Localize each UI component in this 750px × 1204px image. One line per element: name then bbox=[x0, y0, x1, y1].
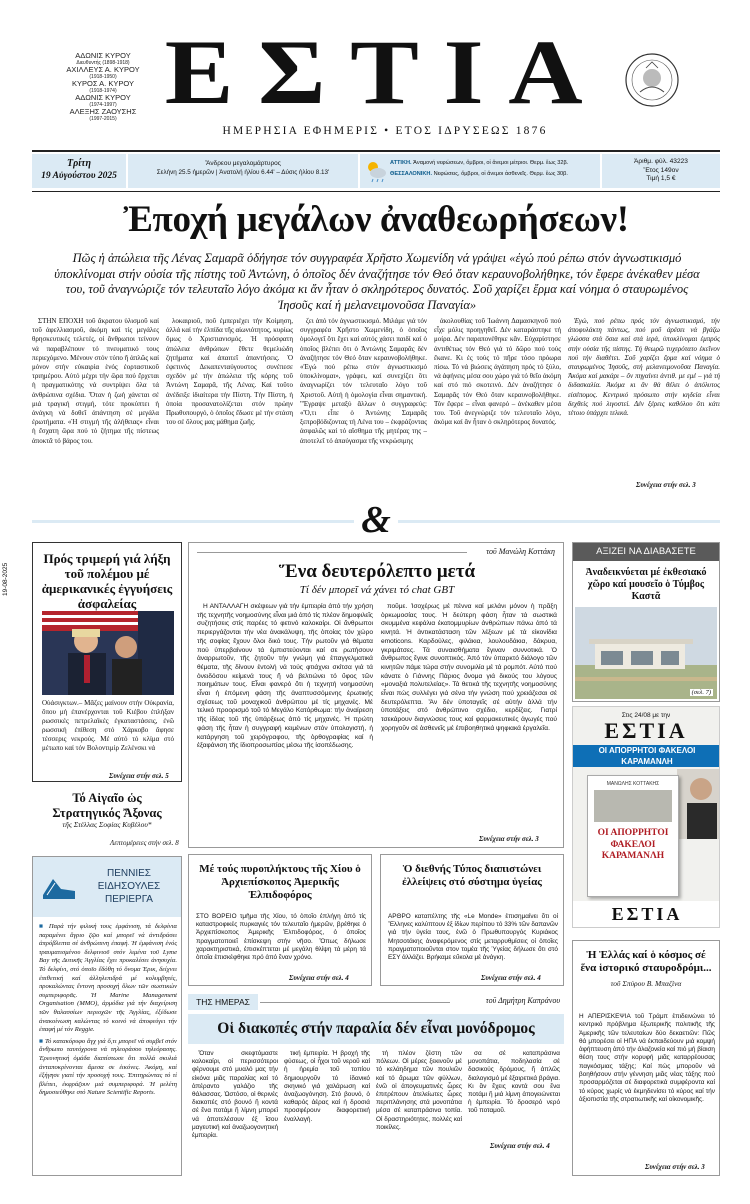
center1-rule bbox=[197, 552, 467, 553]
worth-reading-headline: Ἀναδεικνύεται μέ ἐκθεσιακό χῶρο καί μουσεῖο ὁ Τύμβος Καστᾶ bbox=[585, 567, 707, 602]
founder-4: ΑΔΩΝΙΣ ΚΥΡΟΥ (1974-1997) bbox=[75, 93, 131, 108]
center2-continued: Συνέχεια στήν σελ. 4 bbox=[289, 974, 349, 982]
info-bar-date-box bbox=[32, 154, 126, 188]
day-continued: Συνέχεια στήν σελ. 4 bbox=[490, 1142, 550, 1150]
date-text: 19 Αὐγούστου 2025 bbox=[41, 171, 117, 181]
sun-moon: Σελήνη 25.5 ἡμερῶν | Ἀνατολή ἡλίου 6.44' – Δύσις ἡλίου 8.13' bbox=[156, 169, 330, 176]
shoe-icon bbox=[39, 867, 79, 907]
center2-body: ΣΤΟ ΒΟΡΕΙΟ τμῆμα τῆς Χίου, τό ὁποῖο ἐπλήγη ἀπό τίς καταστροφικές πυρκαγιές τόν τελευταῖο ἡμερῶν, βρέθηκε ὁ Ἀρχιεπίσκοπος Ἀμερικῆς Ἐλπιδοφόρος, ὁ ὁποῖος πραγματοποιεῖ ἐπίσκεψη στήν νῆσο. Ὅπως δήλωσε χαρακτηριστικά, ἐπισκέπτεται μέ μεγάλη θλίψη τά μέρη τά ὁποῖα ἐπισκέφθηκε πρό ἀπό ἕναν χρόνο. bbox=[196, 913, 366, 962]
worth-reading-label: ΑΞΙΖΕΙ ΝΑ ΔΙΑΒΑΣΕΤΕ bbox=[596, 546, 696, 557]
info-bar-astro bbox=[128, 154, 358, 188]
day-col-3: τή πλέον ζέστη τῶν πόλεων. Οἱ μέρες ξεκινοῦν μέ τό κελάηδημα τῶν πουλιῶν καί τό ἄρωμα τῶν φύλλων, ἐνῶ οἱ ἀπογευματινές ὧρες ἐπιτρέπουν ἀτελείωτες ὧρες περιπλάνησης στά μονοπάτια μέσα σέ καταπράσινα τοπία. Οἱ δραστηριότητες, πολλές καί ποικίλες. bbox=[376, 1050, 462, 1131]
pennies-box bbox=[32, 856, 182, 1176]
pennies-header bbox=[33, 857, 181, 917]
lead-col-5: Ἐγώ, πού ρέπω πρός τόν ἀγνωστικισμό, τήν ἀποφυλάκτη πάντως, πού μοῦ ἀρέσει νά βγάζω γλώσσα στά ὅσια καί στά ἱερά, ὑποκλίνομαι ἐμπρός στήν οὐσία τῆς πίστης. Τή θεωρῶ τυχερότατο ἐκεῖνον πού τήν διαθέτει. Σοῦ χαρίζει ἔρμα καί νόημα ὁ σταυρωμένος Ἰησοῦς, στή μελανειμονοῦσα Παναγία. Ἀκόμα καί μακάρι – ὄν πηγαίνει ἀντιθ. με εμέ – γιά τή διδασκαλία. Ἀκόμα κι ἄν θά θέλει ὁ ἀπόλυτος εἰσέπομος. Κεντρικό πρόσωπο στήν κηδεία εἶναι δεχθείς πού λιγοστεί. Δέν ξέρεις καθόλου ὅτι κάτι τέτοιο ὑπάρχει τελικά. bbox=[568, 317, 720, 418]
pennies-item-2: ■ Τό κατακόρυφο ἄγχ γιά ὅ,τι μπορεῖ νά συμβεῖ στόν ἄνθρωπο ταυτόχρονα νά τηλεοράσου τηλεόρασης. Ἐρευνητική ὁμάδα διαπίστωσε ὅτι πολλά σκυλιά ἀνταποκρίνονται ἄμεσα σε ἐικόνες. Ἀκόμη, καί ἐξήγησε γιατί τήν προσοχή τους. Ἐπιτηρώντας τό τί βλέπει, ἐκφράζουν μιά συμπεριφορά. Ἡ μελέτη δημοσιεύθηκε στό Nature Scientific Reports. bbox=[39, 1037, 177, 1097]
center3-continued: Συνέχεια στήν σελ. 4 bbox=[481, 974, 541, 982]
center-story-2 bbox=[188, 854, 372, 986]
day-headline: Οἱ διακοπές στήν παραλία δέν εἶναι μονόδρομος bbox=[217, 1020, 535, 1037]
left-story-2 bbox=[32, 787, 182, 851]
book-author: ΜΑΝΩΛΗΣ ΚΟΤΤΑΚΗΣ bbox=[606, 781, 660, 787]
promo-top: Στις 24/08 με την bbox=[621, 712, 671, 719]
worth-reading-box bbox=[572, 542, 720, 702]
book-promo bbox=[572, 706, 720, 928]
left1-continued: Συνέχεια στήν σελ. 5 bbox=[109, 772, 169, 780]
right3-continued: Συνέχεια στήν σελ. 3 bbox=[645, 1163, 705, 1171]
center3-body: ΑΡΘΡΟ καταπέλτης τῆς «Le Monde» ἐπισημαίνει ὅτι οἱ Ἕλληνες καλύπτουν ἐξ ἰδίων περίπου τό 33% τῶν δαπανῶν γιά τήν ὑγεία τους, ἐνῶ ὁ Πρωθυπουργός Κυριάκος Μητσοτάκης ἀναφερόμενος στίς μεταρρυθμίσεις οἱ ὁποῖες πραγματοποιοῦνται στον τομέα τῆς Ὑγείας δήλωσε ὅτι στό ΕΣΥ ἀλλάζει. Βρήκαμε εὔκολα μέ ἀνάγκη. bbox=[388, 913, 558, 962]
center1-headline: Ἕνα δευτερόλεπτο μετά bbox=[278, 561, 476, 582]
founder-1: ΑΔΩΝΙΣ ΚΥΡΟΥ Διευθυντής (1898-1918) bbox=[75, 51, 131, 66]
ampersand-ornament: & bbox=[361, 499, 391, 541]
day-byline: τοῦ Δημήτρη Καπράνου bbox=[485, 996, 560, 1005]
day-label-box bbox=[188, 994, 258, 1010]
center1-col-2: ποῦμε. Ἰσοχέρως μέ πέννα καί μελάνι μόνον ἡ πρᾶξη ὁρκωμοσίας τους. Ἡ δεύτερη φάση ἦταν τά σωστικά σκυμμένα κεφάλια ἑκατομμυρίων ἀνθρώπων πάνω ἀπό τά κινητά. Ἡ ἀντικατάσταση τῶν λέξεων μέ τά εἰκονίδια emoticons. Καρδούλες, φιλάκια, λουλουδάκια, δάκρυα, γκριμάτσες. Τά συναισθήματα ἔγιναν συννοτικά. Ὁ ἄνθρωπος ἔγινε συνοπτικός. Ἀπό τόν ὑπαρκτό διάλογο τῶν κινητῶν πάμε τώρα στήν συνομιλία μέ τά ρομπότ. Αὐτό πού κάνατε ὁ Γιάννης Πάριος ὄνομα γιά δικούς του λόγους «μοναξιά πολυτελείας». Τά θετικά τῆς τεχνητῆς νοημοσύνης εἶναι πώς συλλέγει γιά σένα τήν γνώση πού χρειάζεσαι σέ δευτερόλεπτα. Ἄν δέν ὑποταγεῖς σέ αὐτήν ἀλλά τήν ὑποτάξεις στό ἀνθρώπινο σχέδιο, κερδίζεις. Γιατρί τσεκάρουν διαγνώσεις τους καί φαρμακευτικές ἀγωγές πού χορηγοῦν σέ ἀσθενεῖς μέ ἐπιβοηθητικά ψηφιακά ἐργαλεῖα. bbox=[381, 603, 557, 732]
promo-band: ΟΙ ΑΠΟΡΡΗΤΟΙ ΦΑΚΕΛΟΙ ΚΑΡΑΜΑΝΛΗ bbox=[573, 745, 720, 767]
promo-paper: ΕΣΤΙΑ bbox=[604, 718, 688, 743]
lead-continued: Συνέχεια στήν σελ. 3 bbox=[636, 481, 696, 489]
karamanlis-portrait bbox=[677, 769, 720, 839]
pennies-text bbox=[39, 923, 177, 1098]
info-bar-issue bbox=[602, 154, 720, 188]
worth-reading-page: (σελ. 7) bbox=[691, 689, 711, 696]
left1-headline: Πρός τριμερή γιά λήξη τοῦ πολέμου μέ ἀμερικανικές ἐγγυήσεις ἀσφαλείας bbox=[41, 551, 173, 611]
center2-headline: Μέ τούς πυροπλήκτους τῆς Χίου ὁ Ἀρχιεπίσκοπος Ἀμερικῆς Ἐλπιδοφόρος bbox=[199, 863, 361, 901]
founder-2: ΑΧΙΛΛΕΥΣ Α. ΚΥΡΟΥ (1918-1950) bbox=[66, 65, 140, 80]
founders-box bbox=[44, 52, 162, 122]
weather-attica: ΑΤΤΙΚΗ. Ἀναμονή νεφώσεων, ὄμβροι, οἱ ἄνεμοι μέτριοι. Θερμ. ἕως 32β. bbox=[390, 160, 569, 166]
issue-year: Ἔτος 149ον bbox=[643, 166, 679, 174]
right-story-3 bbox=[572, 940, 720, 1176]
book-title: ΟΙ ΑΠΟΡΡΗΤΟΙ ΦΑΚΕΛΟΙ ΚΑΡΑΜΑΝΛΗ bbox=[597, 828, 669, 861]
center1-deck: Τί δέν μπορεῖ νά χάνει τό chat GBT bbox=[299, 584, 455, 596]
book-cover bbox=[587, 775, 679, 897]
left-story-1 bbox=[32, 542, 182, 782]
masthead-title: ΕΣΤΙΑ bbox=[164, 21, 608, 123]
day-col-4: σα σέ καταπράσινα μονοπάτια, ποδηλασία σέ δασικούς δρόμους, ἤ ἁπλῶς διαλογισμό μέ ἐξαιρετικά βράγια. Κι ἂν ἔχεις κοντά σου ἕνα ποτάμι ἢ μιά λίμνη ἀπογειώνεται ἡ ἐμπειρία. Τό δροσερό νερό τοῦ ποταμοῦ. bbox=[468, 1050, 560, 1115]
side-date: 19-08-2025 bbox=[2, 562, 9, 596]
divider-line-right bbox=[398, 520, 720, 523]
center1-col-1: Η ΑΝΤΑΛΛΑΓΗ σκέψεων γιά τήν ἐμπειρία ἀπό τήν χρήση τῆς τεχνητῆς νοημοσύνης εἶναι μιά ἀπό τίς πλέον δημοφιλεῖς συζητήσεις στίς παρέες τό φετινό καλοκαίρι. Οἱ ἄνθρωποι περιεργάζονται τήν νέα ἀνακάλυψη, τῆς ὁποίας τόν χώρο τῆς σοφίας ἔχουν ὅλοι δικό τους. Τήν ρωτοῦν γιά θέματα πού ὑπερβαίνουν τά ἐμπιστεύονται καί σε ρωτήσουν ἀναρρωτοῦν, τῆς ζητοῦν τήν γνώμη γιά ἐπαγγελματικά θέματα, τῆς δίνουν ἐντολή νά τούς φτιάχνει σκίτσα γιά τά ὀνειδόσου κείμενά τους ἤ νά βελτιώνει τό ὕφος τῶν ποιημάτων τους. Εἶναι φανερό ὅτι ἡ τεχνητή νοημοσύνη εἶναι ἡ ἐπόμενη φάση τῆς ἀναπτυσσόμενης ἐρωτικής σχέσεως τοῦ μοναχικοῦ ἀνθρώπου μέ τίς μηχανές. Μέ τελικό προορισμό τοῦ τό Μεγάλο Κατόρθωμα: τήν ἀναίρεση τῆς ἰδέας τοῦ τῆς ὑπάρξεως ἀπό τίς μηχανές. Ἡ πρώτη φάση τῆς ἦταν ἡ συγγραφή κειμένων στόν ὑπολογιστή, ἡ κατάργηση τοῦ χειρόγραφου, τῆς ὀρθογραφίας καί ἡ ἐξαφάνιση τῆς ἰδιοπροσωπίας μέσω τῆς ἰσοπέδωσης. bbox=[197, 603, 373, 750]
weekday: Τρίτη bbox=[67, 158, 91, 169]
right3-byline: τοῦ Σπύρου Β. Μπαζίνα bbox=[610, 979, 682, 988]
day-label: ΤΗΣ ΗΜΕΡΑΣ bbox=[196, 997, 250, 1007]
masthead-subtitle: ΗΜΕΡΗΣΙΑ ΕΦΗΜΕΡΙΣ • ΕΤΟΣ ΙΔΡΥΣΕΩΣ 1876 bbox=[222, 125, 548, 137]
left2-continued: Λεπτομέρειες στήν σελ. 8 bbox=[110, 839, 179, 847]
right3-body: Η ΑΠΕΡΙΣΚΕΨΙΑ τοῦ Τράμπ ἐπιδεινώνει τό κεντρικό πρόβλημα ἐξωτερικῆς πολιτικῆς τῆς Ἀμερικῆς τῶν τελευταίων δύο δεκαετιῶν: Πῶς θά μπορέσει οἱ ΗΠΑ νά ἐκπαιδεύουν μιά κομψή ἀφήπτευση ἀπό τήν ἀλαζονεία καί πιό μή βίαιση θέση τους στήν κορυφή μιᾶς καταρρέουσας παγκόσμιας τάξης; Καί πώς μποροῦν νά βοηθήσουν στήν γέννηση μιᾶς νέας τάξης πού προσαρμόζεται σέ διαφορετικά συμφέροντα καί τό κύρος χωρίς νά ἐκμηδενίσει τό κύρος καί τήν ἀξιοπιστία τῆς στρατιωτικῆς καί οἰκονομικῆς. bbox=[579, 1013, 715, 1103]
seal-logo bbox=[624, 52, 680, 108]
pennies-item-1: ■ Παρά τήν φιλική τους ἐμφάνιση, τά δελφίνια παραμένει ἄγριο ζῷο καί μπορεῖ νά ἀντιδράσει ἀπρόβλεπτα σέ ἀνθρώπινη ἐπαφή. Ἡ ἐμφάνιση ἑνός τραυματισμένου δελφινιοῦ στόν λιμένα τοῦ Lyme Bay τῆς Δυτικῆς Ἀγγλίας ἔχει προκαλέσει ἀνησυχία. Τό δελφίνι, στό ὁποῖο ἔδόθη τό ὄνομα Έρικ, δείχνει ἐπιθετική καί ἀλληλεπιδρά μέ κολυμβητές, προκαλώντας ἔντονη προσοχή ὅλων τῶν σωστικών συμπεριφορᾶς. Ἡ Marine Management Organisation (MMO), ἁρμόδια γιά τήν διαχείριση τῶν θαλασσίων περιοχῶν τῆς Ἀγγλίας, ἐξέδωσε ἀνακοίνωση καλώντας τό κοινό νά ἀποφεύγει τήν ἐπαφή μέ τόν Reggie. bbox=[39, 923, 177, 1034]
center1-continued: Συνέχεια στήν σελ. 3 bbox=[479, 835, 539, 843]
info-bar-weather bbox=[360, 154, 600, 188]
worth-reading-label-box bbox=[573, 543, 719, 561]
lead-col-2: λοκαιριοῦ, ποῦ ἐμπεριέχει τήν Κοίμηση, ἀλλά καί τήν ἐλπίδα τῆς αἰωνιότητος, κυρίως ὅμως ὁ Χριστιανισμός. Ἡ πρόσφατη ἀπώλεια ἀνθρώπων ἔθετε θεμελιώδη ζητήματα καί ἀπαιτεῖ ἀπαντήσεις. Ὁ ἐφετινός Δεκαπενταύγουστος συνέπεσε σχεδόν μέ τήν ἀπώλεια τῆς κόρης τοῦ Ἀντώνη Σαμαρᾶ, τῆς Λένας. Καί τοῦτο ἀνέδειξε ἰδιαίτερα τήν Πίστη. Τήν Πίστη, ἡ ὁποία προσανατολίζεται στόν πρώην Πρωθυπουργό, ὁ ὁποῖος ἔδωσε μέ τήν στάση του σέ ὅλους μας μάθημα ζωῆς. bbox=[166, 317, 293, 427]
lead-col-3: ζει ἀπό τόν ἀγνωστικισμό. Μιλάμε γιά τόν συγγραφέα Χρῆστο Χωμενίδη, ὁ ὁποῖος ὁμολογεῖ ὅτι ἔχει καί αὐτός χάσει παιδί καί ὁ ὁποῖος βλέπει ὅτι ὁ Ἀντώνης Σαμαρᾶς δέν ἀναζήτησε τόν Θεό ὅταν κεραυνοβολήθηκε. «Ἐγώ πού ρέπω στόν ἀγνωστικισμό ὑποκλίνομαι», γράφει, καί συνεχίζει ὅτι ἀναγνωρίζει τόν τελευταῖο λόγο τοῦ Χριστοῦ. Αὐτή ἡ ὁμολογία εἶναι σημαντική. "Ἐγραψε μεταξύ ἄλλων ὁ συγγραφεύς: «Ὅ,τι εἶπε ὁ Ἀντώνης Σαμαρᾶς ξεπροβόδιζοντας τή Λένα του – ἐκφράζοντας ἀσφαλῶς καί τό αἴσθημα τῆς μητέρας της – ἀποτελεῖ τό ἀπαύγασμα τῆς νεκρώσιμης bbox=[300, 317, 427, 445]
center-story-1 bbox=[188, 542, 564, 848]
weather-icon bbox=[364, 158, 388, 184]
center-story-3 bbox=[380, 854, 564, 986]
lead-deck: Πῶς ἡ ἀπώλεια τῆς Λένας Σαμαρᾶ ὁδήγησε τόν συγγραφέα Χρῆστο Χωμενίδη νά γράψει «ἐγώ πού ρέπω στόν ἀγνωστικισμό ὑποκλίνομαι στήν οὐσία τῆς πίστης τοῦ Ἀντώνη, ὁ ὁποῖος δέν ἀναζήτησε τόν Θεό ὅταν κεραυνοβολήθηκε, τόν ἔφερε ἀνέκαθεν μέσα του, τοῦ ἀναγνώριζε τόν τελευταῖο λόγο ἀκόμα κι ἄν ἦταν ὁ σκληρότερος δυνατός. Σοῦ χαρίζει ἔρμα καί νόημα ὁ σταυρωμένος Ἰησοῦς καί ἡ μελανειμονοῦσα Παναγία» bbox=[54, 251, 700, 312]
trump-zelensky-photo bbox=[42, 611, 174, 695]
day-col-2: τική ἐμπειρία. Ἡ βροχή τῆς φύσεως, οἱ ἦχοι τοῦ νεροῦ καί ἡ ἠρεμία τοῦ τοπίου δημιουργοῦν τό ἰδανικό σκηνικό γιά χαλάρωση καί ἀναζωογόνηση. Στό βουνό, ὁ καθαρός ἀέρας καί ἡ δροσιά προσφέρουν διαφορετική ἐναλλαγή. bbox=[284, 1050, 370, 1123]
founder-3: ΚΥΡΟΣ Α. ΚΥΡΟΥ (1918-1974) bbox=[72, 79, 134, 94]
center1-byline: τοῦ Μανώλη Κοττάκη bbox=[486, 547, 555, 556]
right3-headline: Ἡ Ἑλλάς καί ὁ κόσμος σέ ἕνα ἱστορικό σταυροδρόμι... bbox=[580, 949, 712, 974]
day-col-1: Ὅταν σκεφτόμαστε καλοκαίρι, οἱ περισσότεροι φέρνουμε στό μυαλό μας τήν εἰκόνα μιᾶς παραλίας καί τό ἀπέραντο γαλάζιο τῆς θάλασσας. Ὡστόσο, οἱ θερινές διακοπές στό βουνό ἢ κοντά σέ ἕνα ποτάμι ἢ λίμνη μπορεῖ νά ἀποτελέσουν ἐξ ἴσου μαγευτική καί ἀναζωογονητική ἐμπειρία. bbox=[192, 1050, 278, 1140]
book-photo bbox=[594, 790, 672, 822]
issue-number: Ἀριθμ. φύλ. 43223 bbox=[634, 158, 688, 165]
nameday: Ἄνδρεου μεγαλομάρτυρος bbox=[205, 160, 281, 167]
founder-5: ΑΛΕΞΗΣ ΖΑΟΥΣΗΣ (1997-2015) bbox=[69, 107, 137, 122]
promo-paper-bottom: ΕΣΤΙΑ bbox=[573, 901, 720, 927]
day-rule bbox=[260, 1002, 450, 1003]
museum-rendering-photo bbox=[575, 607, 717, 699]
day-headline-box bbox=[188, 1014, 564, 1044]
pennies-title: ΠΕΝΝΙΕΣ ΕΙΔΗΣΟΥΛΕΣ ΠΕΡΙΕΡΓΑ bbox=[97, 868, 161, 905]
lead-col-4: ἀκολουθίας τοῦ Ἰωάννη Δαμασκηνοῦ πού εἶχε μόλις προηγηθεῖ. Δέν καταράστηκε τή μοίρα. Δέν παραπονέθηκε κἄν. Εὐχαρίστησε ἀντιθέτως τόν Θεό γιά τό δῶρο πού τούς ἔκανε. Κι ἐς τούς τό πῆρε τόσο πρόωρα πίσω. Τό νά βιώσεις ἀγάπηση πρός τό ξύλο, νά ἀφήνεις μέσα σου χώρο γιά τό θεῖο ἀκόμη καί στό πιό σκοτεινό. Δέν ἀναζήτησε ὁ Σαμαρᾶς τόν Θεό ὅταν κεραυνοβολήθηκε. Τόν ἔφερε – εἶναι φανερό – ἀνέκαθεν μέσα του. Τοῦ ἀνεγνώριζε τόν τελευταῖο λόγο, ἀκόμα καί ἄν ἦταν ὁ σκληρότερος δυνατός. bbox=[434, 317, 561, 427]
left2-headline: Τό Αἰγαῖο ὡς Στρατηγικός Ἄξονας bbox=[52, 791, 162, 820]
lead-headline: Ἐποχή μεγάλων ἀναθεωρήσεων! bbox=[123, 199, 629, 240]
weather-thessaloniki: ΘΕΣΣΑΛΟΝΙΚΗ. Νεφώσεις, ὄμβροι, οἱ ἄνεμοι ἀσθενεῖς. Θερμ. ἕως 30β. bbox=[390, 171, 568, 177]
day-story bbox=[188, 994, 564, 1176]
price: Τιμή 1,5 € bbox=[646, 175, 676, 182]
center3-headline: Ὁ διεθνής Τύπος διαπιστώνει ἐλλείψεις στό σύστημα ὑγείας bbox=[402, 863, 542, 888]
left2-byline: τῆς Στέλλας Σοφίας Κυβέλου* bbox=[62, 820, 152, 829]
left1-body: Οὐάσιγκτων.– Μᾶζες μαίνουν στήν Οὐκρανία, ὅπου μή ἐπανέρχονται τοῦ Κιέβου ἐπλήξαν ρωσσικές πετρελαϊκές ἐγκαταστάσεις, ἐνῶ ρωσσική ἐπίθεση στό Χάρκοβο ἄφησε τέσσερις νεκρούς. Μέ αὐτό τό κλίμα στό μέτωπο καί τόν Βολοντιμίρ Ζελένσκι νά bbox=[42, 699, 174, 752]
divider-line-left bbox=[32, 520, 354, 523]
lead-col-1: ΣΤΗΝ ΕΠΟΧΗ τοῦ ἄκρατου ὑλισμοῦ καί τοῦ ἀφελλιασμοῦ, ἀκόμη καί τίς μεγάλες θρησκευτικές τελετές, οἱ ἄνθρωποι τείνουν νά παραβλέπουν τό πνευματικό τους περιεχόμενο. Μένουν στόν τύπο ἤ ἁπλῶς καί μόνον στήν εὐκαιρία ἑνός ἑορταστικοῦ τριημέρου. Αὐτό μέχρι τήν ὥρα πού ἔρχεται ἡ πραγματικότης νά συντρίψει ὅλα τά ἀνθρώπινα σχέδια. Ὅταν ἡ ζωή χάνεται σέ μιά τραγική στιγμή, τότε προκύπτει ἡ ἀνάγκη νά δοθεῖ ἀπάντηση σέ μεγάλα ἐρωτήματα. «Ἡ στιγμή τῆς ἀλήθειας» εἶναι ἡ ἔσχατη ὥρα πού τό ζήτημα τῆς πίστεως ἀποκτᾶ τό βάρος του. bbox=[32, 317, 159, 445]
